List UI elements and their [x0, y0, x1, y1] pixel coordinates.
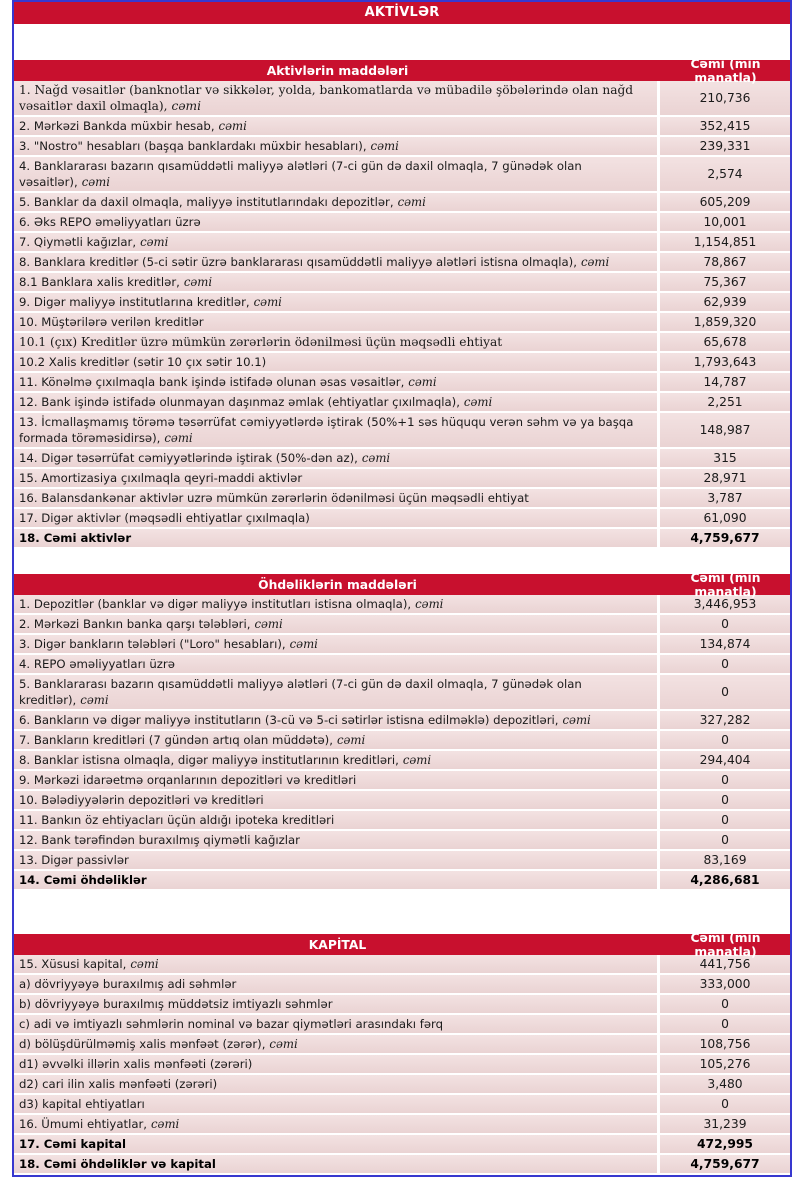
row-label-suffix: cəmi	[171, 99, 201, 113]
table-row	[14, 1015, 790, 1035]
row-value: 3,446,953	[657, 595, 790, 613]
row-label: 10.2 Xalis kreditlər (sətir 10 çıx sətir 10.1)	[19, 355, 267, 369]
row-value: 0	[657, 731, 790, 749]
row-label: 12. Bank işində istifadə olunmayan daşınmaz əmlak (ehtiyatlar çıxılmaqla), cəmi	[19, 395, 493, 409]
row-value: 4,759,677	[657, 1155, 790, 1173]
row-label: 14. Cəmi öhdəliklər	[19, 873, 147, 887]
row-value: 210,736	[657, 81, 790, 115]
table-row	[14, 751, 790, 771]
row-label: 2. Mərkəzi Bankın banka qarşı tələbləri, cəmi	[19, 617, 283, 631]
row-value: 441,756	[657, 955, 790, 973]
row-label-suffix: cəmi	[151, 1117, 180, 1131]
liabilities-header-label: Öhdəliklərin maddələri	[258, 577, 417, 592]
row-value: 83,169	[657, 851, 790, 869]
row-value: 239,331	[657, 137, 790, 155]
table-row	[14, 293, 790, 313]
row-label-suffix: cəmi	[397, 195, 426, 209]
row-label-suffix: cəmi	[370, 139, 399, 153]
row-value: 4,759,677	[657, 529, 790, 547]
table-row	[14, 955, 790, 975]
table-row	[14, 529, 790, 549]
row-value: 28,971	[657, 469, 790, 487]
table-row	[14, 731, 790, 751]
row-label: d2) cari ilin xalis mənfəəti (zərəri)	[19, 1077, 218, 1091]
assets-header-value: Cəmi (min manatla)	[690, 56, 761, 85]
assets-rows	[14, 81, 790, 549]
row-value: 4,286,681	[657, 871, 790, 889]
row-label-suffix: cəmi	[218, 119, 247, 133]
table-row	[14, 711, 790, 731]
table-row	[14, 1155, 790, 1175]
liabilities-rows	[14, 595, 790, 891]
table-row	[14, 253, 790, 273]
row-value: 333,000	[657, 975, 790, 993]
row-value: 2,251	[657, 393, 790, 411]
row-label: 11. Könəlmə çıxılmaqla bank işində istifadə olunan əsas vəsaitlər, cəmi	[19, 375, 437, 389]
row-value: 0	[657, 1015, 790, 1033]
row-label-suffix: cəmi	[463, 395, 493, 409]
row-value: 1,859,320	[657, 313, 790, 331]
table-row	[14, 193, 790, 213]
assets-table	[14, 56, 790, 549]
row-label-suffix: cəmi	[402, 753, 432, 767]
capital-header-label: KAPİTAL	[308, 937, 367, 952]
row-label: 17. Cəmi kapital	[19, 1137, 127, 1151]
row-label: 1. Nağd vəsaitlər (banknotlar və sikkələr, yolda, bankomatlarda və mübadilə şöbələrində olan nağd vəsaitlər daxil olmaqla), cəmi	[19, 83, 634, 113]
row-label: 2. Mərkəzi Bankda müxbir hesab, cəmi	[19, 119, 247, 133]
row-label: 3. Digər bankların tələbləri ("Loro" hesabları), cəmi	[19, 637, 318, 651]
table-row	[14, 1035, 790, 1055]
row-value: 65,678	[657, 333, 790, 351]
row-label: 16. Ümumi ehtiyatlar, cəmi	[19, 1117, 180, 1131]
row-value: 10,001	[657, 213, 790, 231]
row-value: 3,787	[657, 489, 790, 507]
row-label: 16. Balansdankənar aktivlər uzrə mümkün zərərlərin ödənilməsi üçün məqsədli ehtiyat	[19, 491, 529, 505]
row-label-suffix: cəmi	[562, 713, 591, 727]
row-label: 17. Digər aktivlər (məqsədli ehtiyatlar çıxılmaqla)	[19, 511, 310, 525]
row-label-suffix: cəmi	[254, 617, 283, 631]
row-value: 0	[657, 831, 790, 849]
table-row	[14, 413, 790, 449]
table-row	[14, 117, 790, 137]
row-label: 10. Bələdiyyələrin depozitləri və kreditləri	[19, 793, 264, 807]
table-row	[14, 771, 790, 791]
row-value: 2,574	[657, 157, 790, 191]
row-label-suffix: cəmi	[183, 275, 213, 289]
row-label: 8. Banklar istisna olmaqla, digər maliyyə institutlarının kreditləri, cəmi	[19, 753, 432, 767]
row-value: 605,209	[657, 193, 790, 211]
table-row	[14, 675, 790, 711]
row-label: 18. Cəmi öhdəliklər və kapital	[19, 1157, 216, 1171]
row-label: 5. Banklar da daxil olmaqla, maliyyə institutlarındakı depozitlər, cəmi	[19, 195, 426, 209]
row-value: 327,282	[657, 711, 790, 729]
table-row	[14, 81, 790, 117]
table-row	[14, 975, 790, 995]
table-row	[14, 137, 790, 157]
row-value: 0	[657, 995, 790, 1013]
spacer	[14, 24, 790, 60]
row-value: 148,987	[657, 413, 790, 447]
row-label: 10. Müştərilərə verilən kreditlər	[19, 315, 204, 329]
table-row	[14, 469, 790, 489]
table-row	[14, 449, 790, 469]
table-row	[14, 811, 790, 831]
row-label: 4. Banklararası bazarın qısamüddətli maliyyə alətləri (7-ci gün də daxil olmaqla, 7 günədək olan vəsaitlər), cəmi	[19, 159, 582, 189]
row-label-suffix: cəmi	[253, 295, 282, 309]
row-value: 78,867	[657, 253, 790, 271]
row-label: d) bölüşdürülməmiş xalis mənfəət (zərər), cəmi	[19, 1037, 298, 1051]
row-value: 75,367	[657, 273, 790, 291]
table-row	[14, 655, 790, 675]
row-label: 6. Bankların və digər maliyyə institutların (3-cü və 5-ci sətirlər istisna edilməklə) depozitləri, cəmi	[19, 713, 591, 727]
row-value: 0	[657, 811, 790, 829]
row-label: 11. Bankın öz ehtiyacları üçün aldığı ipoteka kreditləri	[19, 813, 335, 827]
row-label: 5. Banklararası bazarın qısamüddətli maliyyə alətləri (7-ci gün də daxil olmaqla, 7 günədək olan kreditlər), cəmi	[19, 677, 582, 707]
table-row	[14, 851, 790, 871]
table-row	[14, 791, 790, 811]
row-value: 0	[657, 655, 790, 673]
liabilities-table	[14, 570, 790, 891]
row-value: 31,239	[657, 1115, 790, 1133]
balance-sheet	[12, 0, 792, 1177]
row-value: 0	[657, 1095, 790, 1113]
row-label: 12. Bank tərəfindən buraxılmış qiymətli kağızlar	[19, 833, 300, 847]
row-label: 1. Depozitlər (banklar və digər maliyyə institutları istisna olmaqla), cəmi	[19, 597, 444, 611]
table-row	[14, 313, 790, 333]
table-row	[14, 831, 790, 851]
row-value: 315	[657, 449, 790, 467]
table-row	[14, 157, 790, 193]
capital-header-value: Cəmi (min manatla)	[690, 930, 761, 959]
table-row	[14, 1075, 790, 1095]
table-row	[14, 1055, 790, 1075]
row-label-suffix: cəmi	[269, 1037, 298, 1051]
row-value: 105,276	[657, 1055, 790, 1073]
table-row	[14, 489, 790, 509]
table-row	[14, 393, 790, 413]
row-label-suffix: cəmi	[140, 235, 169, 249]
row-label: a) dövriyyəyə buraxılmış adi səhmlər	[19, 977, 237, 991]
row-label: 8. Banklara kreditlər (5-ci sətir üzrə banklararası qısamüddətli maliyyə alətləri istisna olmaqla), cəmi	[19, 255, 610, 269]
table-row	[14, 1095, 790, 1115]
capital-table	[14, 930, 790, 1175]
row-value: 1,793,643	[657, 353, 790, 371]
assets-table-header	[14, 56, 790, 85]
row-label: 8.1 Banklara xalis kreditlər, cəmi	[19, 275, 213, 289]
row-label: 9. Mərkəzi idarəetmə orqanlarının depozitləri və kreditləri	[19, 773, 357, 787]
row-value: 3,480	[657, 1075, 790, 1093]
table-row	[14, 995, 790, 1015]
row-label: 15. Amortizasiya çıxılmaqla qeyri-maddi aktivlər	[19, 471, 303, 485]
row-label: 3. "Nostro" hesabları (başqa banklardakı müxbir hesabları), cəmi	[19, 139, 399, 153]
capital-table-header	[14, 930, 790, 959]
table-row	[14, 1135, 790, 1155]
row-value: 0	[657, 791, 790, 809]
row-label: 13. İcmallaşmamış törəmə təsərrüfat cəmiyyətlərdə iştirak (50%+1 səs hüququ verən səhm və ya başqa formada törəməsidirsə), cəmi	[19, 415, 634, 445]
table-row	[14, 871, 790, 891]
row-label: d1) əvvəlki illərin xalis mənfəəti (zərəri)	[19, 1057, 253, 1071]
row-label-suffix: cəmi	[80, 693, 109, 707]
row-label-suffix: cəmi	[336, 733, 366, 747]
row-label: 13. Digər passivlər	[19, 853, 129, 867]
row-label: c) adi və imtiyazlı səhmlərin nominal və bazar qiymətləri arasındakı fərq	[19, 1017, 444, 1031]
table-row	[14, 333, 790, 353]
row-label-suffix: cəmi	[289, 637, 318, 651]
row-value: 108,756	[657, 1035, 790, 1053]
row-label: 4. REPO əməliyyatları üzrə	[19, 657, 175, 671]
row-value: 0	[657, 675, 790, 709]
spacer	[14, 891, 790, 934]
assets-header-label: Aktivlərin maddələri	[266, 63, 409, 78]
row-value: 294,404	[657, 751, 790, 769]
row-label: 9. Digər maliyyə institutlarına kreditlər, cəmi	[19, 295, 282, 309]
row-label-suffix: cəmi	[130, 957, 159, 971]
table-row	[14, 1115, 790, 1135]
row-label: 6. Əks REPO əməliyyatları üzrə	[19, 215, 201, 229]
row-value: 1,154,851	[657, 233, 790, 251]
capital-rows	[14, 955, 790, 1175]
row-label: 18. Cəmi aktivlər	[19, 531, 132, 545]
table-row	[14, 635, 790, 655]
table-row	[14, 373, 790, 393]
table-row	[14, 353, 790, 373]
row-label-suffix: cəmi	[361, 451, 391, 465]
row-value: 0	[657, 771, 790, 789]
table-row	[14, 615, 790, 635]
row-value: 134,874	[657, 635, 790, 653]
row-value: 61,090	[657, 509, 790, 527]
row-label-suffix: cəmi	[580, 255, 610, 269]
row-label-suffix: cəmi	[408, 375, 437, 389]
row-value: 0	[657, 615, 790, 633]
row-value: 14,787	[657, 373, 790, 391]
row-value: 472,995	[657, 1135, 790, 1153]
table-row	[14, 233, 790, 253]
liabilities-header-value: Cəmi (min manatla)	[690, 570, 761, 599]
row-label: 10.1 (çıx) Kreditlər üzrə mümkün zərərlərin ödənilməsi üçün məqsədli ehtiyat	[19, 335, 503, 349]
table-row	[14, 509, 790, 529]
row-label-suffix: cəmi	[415, 597, 444, 611]
row-value: 62,939	[657, 293, 790, 311]
row-label: 15. Xüsusi kapital, cəmi	[19, 957, 159, 971]
table-row	[14, 595, 790, 615]
row-label: 7. Qiymətli kağızlar, cəmi	[19, 235, 169, 249]
row-label-suffix: cəmi	[81, 175, 111, 189]
row-label-suffix: cəmi	[164, 431, 193, 445]
row-label: d3) kapital ehtiyatları	[19, 1097, 145, 1111]
page-title: AKTİVLƏR	[14, 2, 790, 24]
table-row	[14, 273, 790, 293]
row-value: 352,415	[657, 117, 790, 135]
row-label: 14. Digər təsərrüfat cəmiyyətlərində iştirak (50%-dən az), cəmi	[19, 451, 391, 465]
row-label: b) dövriyyəyə buraxılmış müddətsiz imtiyazlı səhmlər	[19, 997, 333, 1011]
liabilities-table-header	[14, 570, 790, 599]
row-label: 7. Bankların kreditləri (7 gündən artıq olan müddətə), cəmi	[19, 733, 366, 747]
table-row	[14, 213, 790, 233]
